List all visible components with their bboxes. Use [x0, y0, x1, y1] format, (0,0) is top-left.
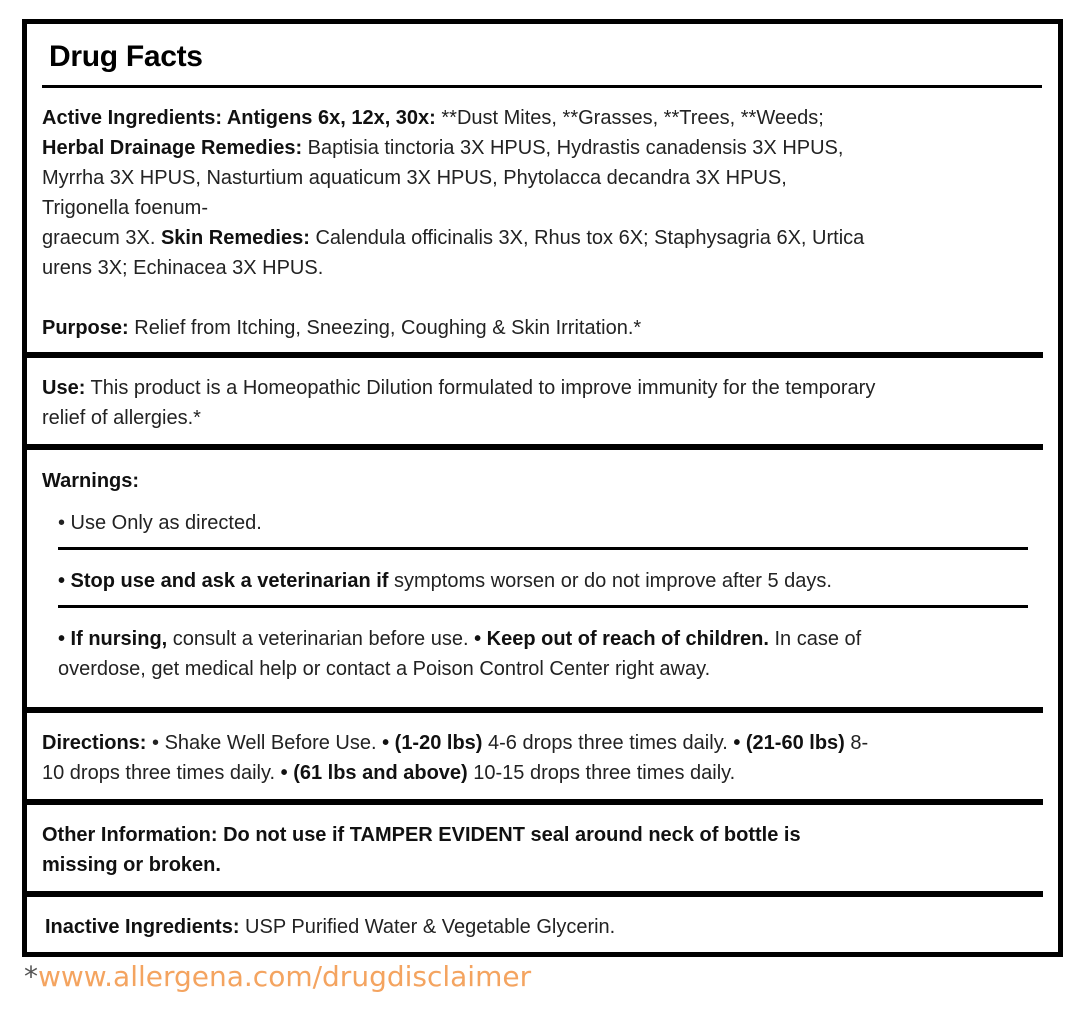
inactive-ingredients-line — [45, 912, 615, 942]
warning-item-2-text: symptoms worsen or do not improve after 5 days. — [388, 570, 832, 592]
use-text-1: This product is a Homeopathic Dilution formulated to improve immunity for the temporary — [85, 377, 876, 399]
active-ingredients-line-1 — [42, 103, 824, 133]
directions-label: Directions: — [42, 732, 147, 754]
title-divider — [42, 85, 1042, 88]
directions-line-2-text-2: 10-15 drops three times daily. — [467, 762, 736, 784]
warning-item-3-text-1: consult a veterinarian before use. — [167, 628, 475, 650]
herbal-remedies-label: Herbal Drainage Remedies: — [42, 137, 303, 159]
warning-divider-2 — [58, 605, 1028, 608]
footnote-asterisk: * — [24, 960, 38, 993]
directions-line-1 — [42, 728, 868, 758]
directions-text-2: 4-6 drops three times daily. — [482, 732, 734, 754]
warning-item-3-bold-1: • If nursing, — [58, 628, 168, 650]
warning-item-3-line-2: overdose, get medical help or contact a Poison Control Center right away. — [58, 658, 711, 680]
active-ingredients-line-5 — [42, 223, 864, 253]
disclaimer-footer — [24, 960, 531, 993]
section-divider-use — [27, 444, 1043, 450]
section-divider-warnings — [27, 707, 1043, 713]
warning-item-1: • Use Only as directed. — [58, 512, 262, 534]
other-information-line-2: missing or broken. — [42, 854, 221, 876]
herbal-remedies-text-1: Baptisia tinctoria 3X HPUS, Hydrastis canadensis 3X HPUS, — [302, 137, 844, 159]
active-ingredients-line-2 — [42, 133, 843, 163]
active-ingredients-line-3: Myrrha 3X HPUS, Nasturtium aquaticum 3X HPUS, Phytolacca decandra 3X HPUS, — [42, 167, 787, 189]
purpose-label: Purpose: — [42, 317, 129, 339]
directions-bold-2: • (21-60 lbs) — [733, 732, 845, 754]
section-divider-directions — [27, 799, 1043, 805]
section-divider-purpose — [27, 352, 1043, 358]
active-ingredients-line-6: urens 3X; Echinacea 3X HPUS. — [42, 257, 324, 279]
other-information-line-1: Other Information: Do not use if TAMPER EVIDENT seal around neck of bottle is — [42, 824, 801, 846]
purpose-line — [42, 313, 641, 343]
warning-item-3-line-1 — [58, 624, 861, 654]
directions-line-2-text-1: 10 drops three times daily. — [42, 762, 281, 784]
herbal-remedies-text-4: graecum 3X. — [42, 227, 161, 249]
disclaimer-link[interactable]: www.allergena.com/drugdisclaimer — [38, 960, 532, 993]
use-line-1 — [42, 373, 875, 403]
warning-item-2 — [58, 566, 832, 596]
active-ingredients-label: Active Ingredients: Antigens 6x, 12x, 30x: — [42, 107, 436, 129]
section-divider-other — [27, 891, 1043, 897]
directions-line-2-bold: • (61 lbs and above) — [280, 762, 468, 784]
warnings-label: Warnings: — [42, 470, 140, 492]
inactive-ingredients-text: USP Purified Water & Vegetable Glycerin. — [239, 916, 616, 938]
directions-text-3: 8- — [844, 732, 869, 754]
active-ingredients-line-4: Trigonella foenum- — [42, 197, 209, 219]
drug-facts-panel — [22, 19, 1063, 957]
skin-remedies-label: Skin Remedies: — [160, 227, 310, 249]
use-line-2: relief of allergies.* — [42, 407, 201, 429]
warning-divider-1 — [58, 547, 1028, 550]
warning-item-2-bold: • Stop use and ask a veterinarian if — [58, 570, 389, 592]
directions-bold-1: • (1-20 lbs) — [382, 732, 483, 754]
drug-facts-title: Drug Facts — [49, 40, 203, 73]
directions-text-1: • Shake Well Before Use. — [146, 732, 383, 754]
warning-item-3-text-2: In case of — [768, 628, 862, 650]
warning-item-3-bold-2: • Keep out of reach of children. — [474, 628, 769, 650]
directions-line-2 — [42, 758, 735, 788]
use-label: Use: — [42, 377, 86, 399]
antigens-text: **Dust Mites, **Grasses, **Trees, **Weeds; — [435, 107, 824, 129]
skin-remedies-text-1: Calendula officinalis 3X, Rhus tox 6X; Staphysagria 6X, Urtica — [309, 227, 865, 249]
inactive-ingredients-label: Inactive Ingredients: — [45, 916, 240, 938]
purpose-text: Relief from Itching, Sneezing, Coughing & Skin Irritation.* — [128, 317, 642, 339]
